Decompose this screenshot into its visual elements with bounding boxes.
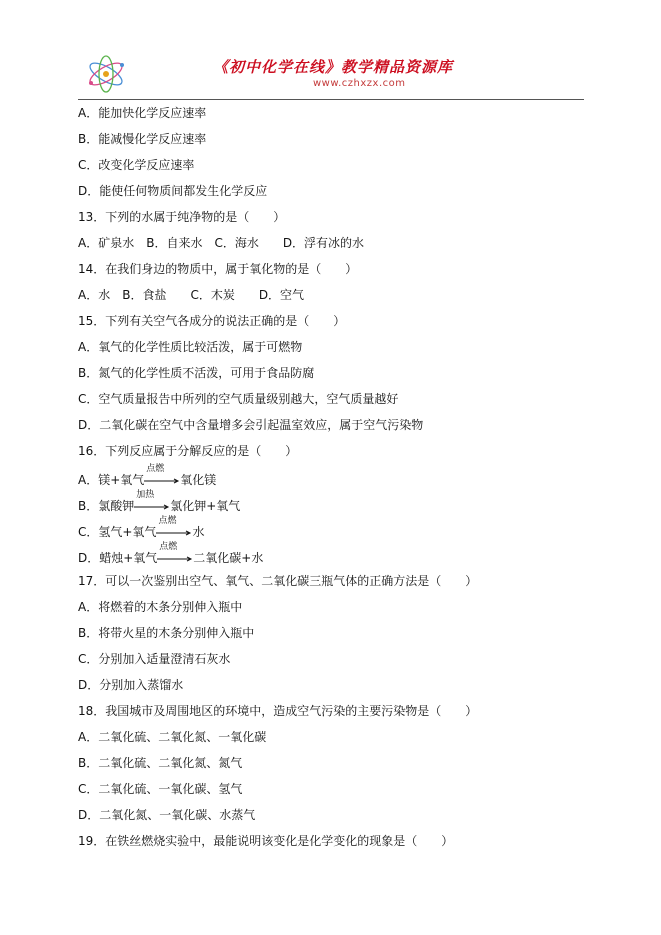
question-13: 13．下列的水属于纯净物的是（ ）	[78, 210, 286, 224]
option-line: A．能加快化学反应速率	[78, 106, 207, 120]
option-line: D．二氧化氮、一氧化碳、水蒸气	[78, 808, 256, 822]
option-line: C．改变化学反应速率	[78, 158, 195, 172]
reaction-arrow	[134, 490, 170, 510]
right-arrow-icon	[144, 478, 180, 484]
options-14: A．水 B．食盐 C．木炭 D．空气	[78, 288, 305, 302]
question-15: 15．下列有关空气各成分的说法正确的是（ ）	[78, 314, 346, 328]
option-line: D．能使任何物质间都发生化学反应	[78, 184, 268, 198]
reaction-products: 氯化钾+氧气	[170, 499, 241, 513]
question-18: 18．我国城市及周围地区的环境中，造成空气污染的主要污染物是（ ）	[78, 704, 478, 718]
right-arrow-icon	[134, 504, 170, 510]
option-line: B．能减慢化学反应速率	[78, 132, 207, 146]
question-19: 19．在铁丝燃烧实验中，最能说明该变化是化学变化的现象是（ ）	[78, 834, 454, 848]
option-line: A．氧气的化学性质比较活泼，属于可燃物	[78, 340, 303, 354]
option-line: A．将燃着的木条分别伸入瓶中	[78, 600, 243, 614]
option-line: B．将带火星的木条分别伸入瓶中	[78, 626, 255, 640]
option-line: C．二氧化硫、一氧化碳、氢气	[78, 782, 243, 796]
option-line: C．分别加入适量澄清石灰水	[78, 652, 231, 666]
question-16: 16．下列反应属于分解反应的是（ ）	[78, 444, 298, 458]
right-arrow-icon	[156, 530, 192, 536]
header-url: www.czhxzx.com	[313, 78, 406, 89]
reaction-option	[78, 464, 217, 487]
reaction-products: 氧化镁	[180, 473, 217, 487]
reaction-condition: 点燃	[159, 542, 178, 552]
reaction-arrow	[144, 464, 180, 484]
option-line: D．二氧化碳在空气中含量增多会引起温室效应，属于空气污染物	[78, 418, 424, 432]
reaction-arrow	[157, 542, 193, 562]
reaction-condition: 加热	[136, 490, 155, 500]
option-line: B．二氧化硫、二氧化氮、氮气	[78, 756, 243, 770]
option-line: C．空气质量报告中所列的空气质量级别越大，空气质量越好	[78, 392, 399, 406]
options-13: A．矿泉水 B．自来水 C．海水 D．浮有冰的水	[78, 236, 365, 250]
header-divider	[78, 99, 584, 100]
reaction-arrow	[156, 516, 192, 536]
reaction-condition: 点燃	[146, 464, 165, 474]
right-arrow-icon	[157, 556, 193, 562]
option-line: B．氮气的化学性质不活泼，可用于食品防腐	[78, 366, 315, 380]
reaction-option	[78, 516, 205, 539]
question-17: 17．可以一次鉴别出空气、氧气、二氧化碳三瓶气体的正确方法是（ ）	[78, 574, 478, 588]
reaction-reactants: C．氢气+氧气	[78, 525, 157, 539]
reaction-option	[78, 490, 241, 513]
reaction-products: 水	[192, 525, 205, 539]
reaction-reactants: D．蜡烛+氧气	[78, 551, 158, 565]
reaction-reactants: A．镁+氧气	[78, 473, 145, 487]
header-title: 《初中化学在线》教学精品资源库	[213, 58, 454, 76]
reaction-option	[78, 542, 264, 565]
atom-logo-icon	[78, 48, 158, 98]
question-14: 14．在我们身边的物质中，属于氧化物的是（ ）	[78, 262, 358, 276]
reaction-reactants: B．氯酸钾	[78, 499, 135, 513]
reaction-condition: 点燃	[158, 516, 177, 526]
header-banner	[78, 48, 584, 98]
option-line: D．分别加入蒸馏水	[78, 678, 184, 692]
reaction-products: 二氧化碳+水	[193, 551, 264, 565]
option-line: A．二氧化硫、二氧化氮、一氧化碳	[78, 730, 267, 744]
